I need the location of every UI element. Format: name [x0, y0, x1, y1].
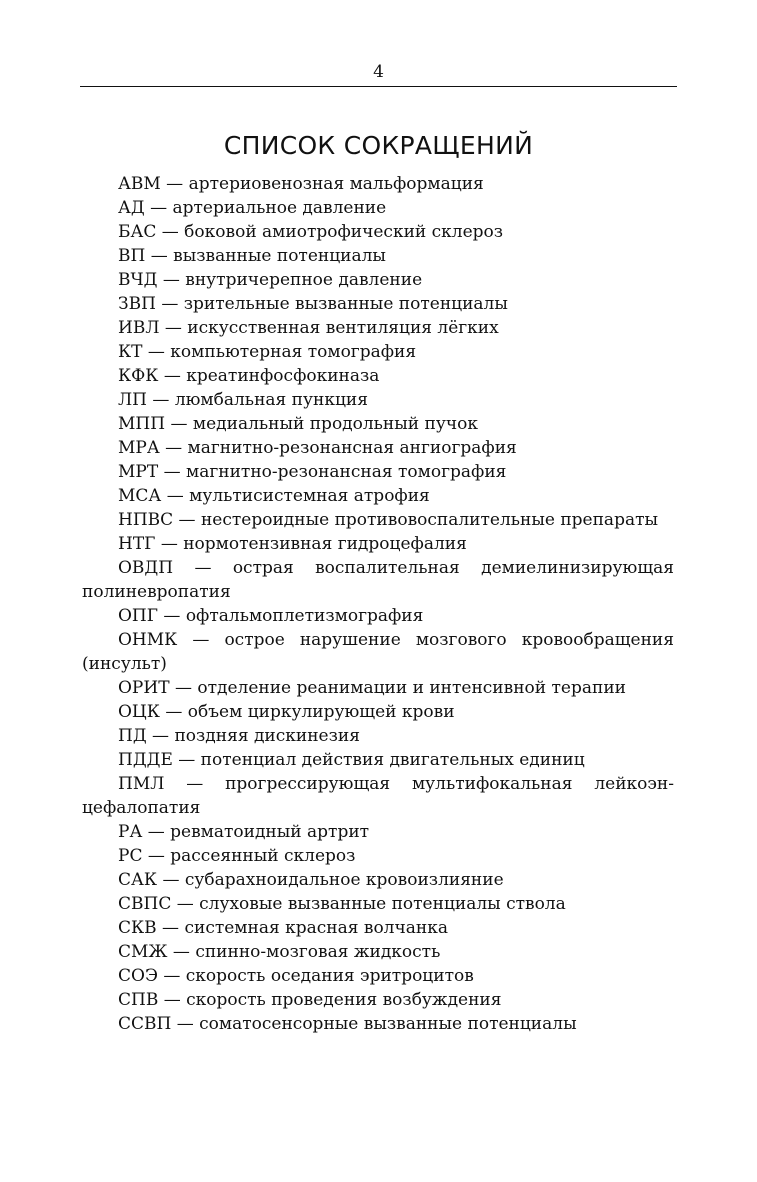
abbreviation-entry: АВМ — артериовенозная мальформация [118, 174, 484, 194]
abbreviation-entry: СОЭ — скорость оседания эритроцитов [118, 966, 474, 986]
page-number: 4 [373, 62, 384, 82]
abbreviation-entry: ОВДП — острая воспалительная демиелинизирующая полиневропатия [82, 558, 674, 602]
abbreviation-entry: ПД — поздняя дискинезия [118, 726, 360, 746]
abbreviation-entry: РА — ревматоидный артрит [118, 822, 370, 842]
abbreviation-entry: ЛП — люмбальная пункция [118, 390, 368, 410]
abbreviation-entry: ОЦК — объем циркулирующей крови [118, 702, 455, 722]
abbreviation-entry: СКВ — системная красная волчанка [118, 918, 448, 938]
abbreviation-entry: ВП — вызванные потенциалы [118, 246, 386, 266]
abbreviation-entry: КТ — компьютерная томография [118, 342, 417, 362]
abbreviation-entry: НПВС — нестероидные противовоспалительные препараты [118, 510, 659, 530]
abbreviation-entry: РС — рассеянный склероз [118, 846, 356, 866]
abbreviation-entry: ССВП — соматосенсорные вызванные потенциалы [118, 1014, 577, 1034]
section-title: СПИСОК СОКРАЩЕНИЙ [223, 131, 534, 160]
abbreviation-entry: СВПС — слуховые вызванные потенциалы ствола [118, 894, 566, 914]
header-rule [80, 86, 677, 87]
abbreviation-entry: ПДДЕ — потенциал действия двигательных единиц [118, 750, 585, 770]
abbreviation-entry: МСА — мультисистемная атрофия [118, 486, 430, 506]
abbreviation-entry: ОПГ — офтальмоплетизмография [118, 606, 424, 626]
abbreviation-entry: МРА — магнитно-резонансная ангиография [118, 438, 517, 458]
abbreviation-entry: САК — субарахноидальное кровоизлияние [118, 870, 504, 890]
abbreviation-entry: БАС — боковой амиотрофический склероз [118, 222, 504, 242]
abbreviation-entry: АД — артериальное давление [118, 198, 387, 218]
abbreviation-entry: МПП — медиальный продольный пучок [118, 414, 478, 434]
abbreviation-list [82, 172, 674, 1036]
abbreviation-entry: НТГ — нормотензивная гидроцефалия [118, 534, 467, 554]
abbreviation-entry: ПМЛ — прогрессирующая мультифокальная лейкоэнцефалопатия [82, 774, 674, 818]
abbreviation-entry: ОНМК — острое нарушение мозгового кровообращения (инсульт) [82, 630, 674, 674]
abbreviation-entry: СМЖ — спинно-мозговая жидкость [118, 942, 441, 962]
abbreviation-entry: ОРИТ — отделение реанимации и интенсивной терапии [118, 678, 626, 698]
abbreviation-entry: МРТ — магнитно-резонансная томография [118, 462, 507, 482]
abbreviation-entry: КФК — креатинфосфокиназа [118, 366, 380, 386]
abbreviation-entry: СПВ — скорость проведения возбуждения [118, 990, 502, 1010]
abbreviation-entry: ИВЛ — искусственная вентиляция лёгких [118, 318, 499, 338]
abbreviation-entry: ВЧД — внутричерепное давление [118, 270, 423, 290]
abbreviation-entry: ЗВП — зрительные вызванные потенциалы [118, 294, 508, 314]
